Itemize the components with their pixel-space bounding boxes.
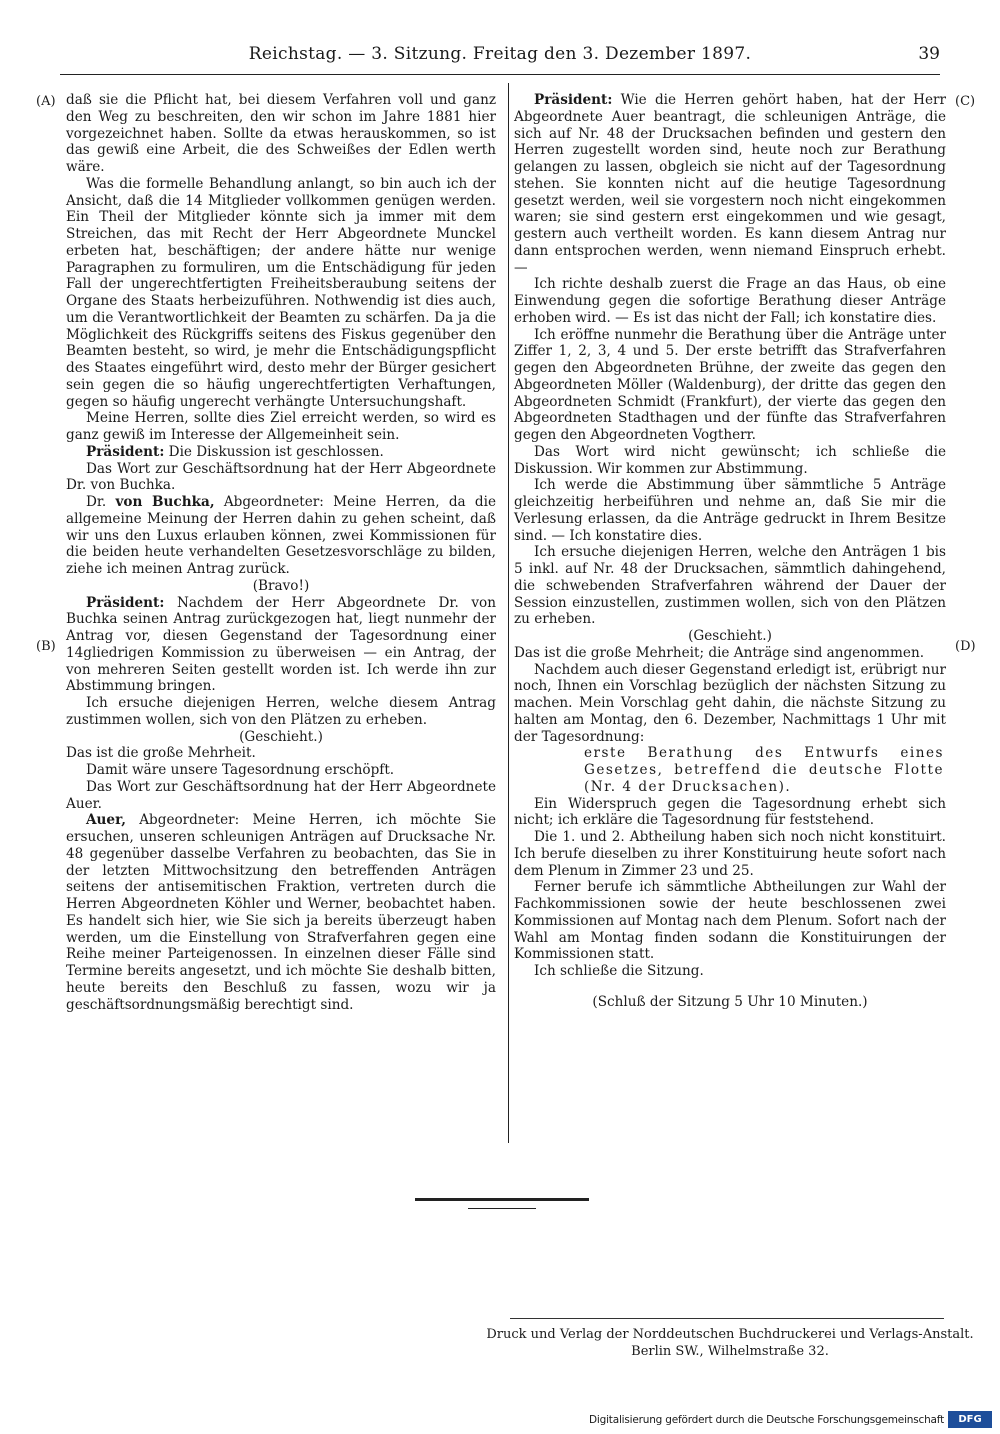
interjection: (Bravo!) — [252, 577, 310, 594]
paragraph — [66, 494, 496, 578]
imprint-line-2: Berlin SW., Wilhelmstraße 32. — [631, 1344, 829, 1359]
header-rule — [60, 74, 940, 75]
speaker-name: von Buchka, — [115, 494, 215, 510]
margin-mark-b: (B) — [36, 639, 56, 654]
right-column — [514, 92, 946, 1011]
column-divider — [508, 83, 509, 1143]
speech-text: Abgeordneter: Meine Herren, da die allgemeine Meinung der Herren dahin zu gehen scheint, daß wir uns den Luxus erlauben können, zwei Kommissionen für die beiden heute verhandelten Gesetzesvorschläge zu bilden, ziehe ich meinen Antrag zurück. — [66, 494, 497, 577]
page-header — [60, 44, 940, 74]
interjection: (Geschieht.) — [688, 628, 772, 644]
paragraph — [66, 812, 496, 1013]
agenda-item: erste Berathung des Entwurfs eines Gesetzes, betreffend die deutsche Flotte (Nr. 4 der Drucksachen). — [584, 745, 944, 795]
speech-text: Die Diskussion ist geschlossen. — [164, 443, 384, 460]
dfg-logo-icon: DFG — [948, 1411, 992, 1428]
paragraph: Ich eröffne nunmehr die Berathung über die Anträge unter Ziffer 1, 2, 3, 4 und 5. Der erste betrifft das Strafverfahren gegen den Abgeordneten Brühne, der zweite das gegen den Abgeordneten Möller (Waldenburg), der dritte das gegen den Abgeordneten Schmidt (Frankfurt), der vierte das gegen den Abgeordneten Stadthagen und der fünfte das Strafverfahren gegen den Abgeordneten Vogtherr. — [514, 326, 946, 443]
paragraph: Das Wort zur Geschäftsordnung hat der Herr Abgeordnete Auer. — [66, 778, 496, 812]
paragraph: Damit wäre unsere Tagesordnung erschöpft. — [86, 762, 395, 778]
interjection: (Geschieht.) — [239, 728, 323, 745]
left-column — [66, 92, 496, 1013]
margin-mark-c: (C) — [955, 94, 976, 109]
speaker-title: Dr. — [86, 494, 116, 510]
margin-mark-d: (D) — [955, 639, 976, 654]
paragraph: Was die formelle Behandlung anlangt, so bin auch ich der Ansicht, daß die 14 Mitglieder vollkommen genügen werden. Ein Theil der Mitglieder könnte sich ja immer mit dem Streichen, das mit Recht der Herr Abgeordnete Munckel erbeten hat, beschäftigen; der andere hätte nur wenige Paragraphen zu formuliren, um die Entschädigung für jeden Fall der ungerechtfertigten Freiheitsberaubung seitens der Organe des Staats herbeizuführen. Nothwendig ist dies auch, um die Verantwortlichkeit der Beamten zu schärfen. Da ja die Möglichkeit des Rückgriffs seitens des Fiskus gegenüber den Beamten besteht, so wird, je mehr die Entschädigungspflicht des Staates eingeführt wird, desto mehr der Bürger gesichert sein gegen die so häufig ungerechtfertigten Verhaftungen, gegen so häufig ungerecht verhängte Untersuchungshaft. — [66, 175, 496, 410]
speech-text: Nachdem der Herr Abgeordnete Dr. von Buchka seinen Antrag zurückgezogen hat, liegt nunmehr der Antrag vor, diesen Gegenstand der Tagesordnung einer 14gliedrigen Kommission zu überweisen — ein Antrag, der von mehreren Seiten gestellt worden ist. Ich werde ihn zur Abstimmung bringen. — [66, 594, 496, 695]
paragraph: Das ist die große Mehrheit. — [66, 745, 256, 762]
speaker-name: Präsident: — [86, 443, 165, 460]
imprint — [470, 1326, 990, 1360]
paragraph: Ein Widerspruch gegen die Tagesordnung erhebt sich nicht; ich erkläre die Tagesordnung für feststehend. — [514, 795, 946, 829]
paragraph: Das Wort zur Geschäftsordnung hat der Herr Abgeordnete Dr. von Buchka. — [66, 460, 496, 494]
paragraph: Das ist die große Mehrheit; die Anträge sind angenommen. — [514, 644, 925, 661]
margin-mark-a: (A) — [36, 94, 56, 109]
page-number: 39 — [918, 44, 940, 64]
speaker-name: Präsident: — [86, 594, 165, 611]
imprint-line-1: Druck und Verlag der Norddeutschen Buchdruckerei und Verlags-Anstalt. — [486, 1327, 974, 1342]
end-rule — [415, 1198, 589, 1201]
speech-text: Wie die Herren gehört haben, hat der Herr Abgeordnete Auer beantragt, die schleunigen Anträge, die sich auf Nr. 48 der Drucksachen befinden und gestern den Herren zugestellt worden sind, heute noch zur Berathung gelangen zu lassen, obgleich sie nicht auf der Tagesordnung stehen. Sie konnten nicht auf die heutige Tagesordnung gesetzt werden, weil sie vorgestern noch nicht eingekommen waren; sie sind gestern erst eingekommen und wie gesagt, gestern auch vertheilt worden. Es kann diesem Antrag nur dann entsprochen werden, wenn niemand Einspruch erhebt. — — [514, 92, 946, 276]
digitization-credit: Digitalisierung gefördert durch die Deutsche Forschungsgemeinschaft — [589, 1414, 944, 1426]
end-rule-short — [468, 1208, 536, 1209]
speaker-name: Auer, — [86, 812, 126, 829]
paragraph — [66, 595, 496, 696]
paragraph: Ich schließe die Sitzung. — [534, 963, 704, 979]
header-title: Reichstag. — 3. Sitzung. Freitag den 3. Dezember 1897. — [248, 44, 752, 64]
paragraph: Ich richte deshalb zuerst die Frage an das Haus, ob eine Einwendung gegen die sofortige Berathung dieser Anträge erhoben wird. — Es ist das nicht der Fall; ich konstatire dies. — [514, 276, 946, 326]
paragraph: Ich werde die Abstimmung über sämmtliche 5 Anträge gleichzeitig herbeiführen und nehme an, daß Sie mir die Verlesung erlassen, da die Anträge gedruckt in Ihrem Besitze sind. — Ich konstatire dies. — [514, 477, 946, 544]
paragraph — [514, 92, 946, 276]
paragraph — [66, 444, 496, 461]
speaker-name: Präsident: — [534, 92, 613, 108]
paragraph: Meine Herren, sollte dies Ziel erreicht werden, so wird es ganz gewiß im Interesse der Allgemeinheit sein. — [66, 410, 496, 443]
paragraph: Ich ersuche diejenigen Herren, welche den Anträgen 1 bis 5 inkl. auf Nr. 48 der Drucksachen, sämmtlich dahingehend, die schwebenden Strafverfahren während der Dauer der Session einzustellen, zustimmen wollen, sich von den Plätzen zu erheben. — [514, 544, 946, 628]
paragraph: Das Wort wird nicht gewünscht; ich schließe die Diskussion. Wir kommen zur Abstimmung. — [514, 443, 946, 477]
paragraph: daß sie die Pflicht hat, bei diesem Verfahren voll und ganz den Weg zu beschreiten, den wir schon im Jahre 1881 hier vorgezeichnet haben. Sollte da etwas herauskommen, so ist das gewiß eine Arbeit, die des Schweißes der Edlen werth wäre. — [66, 92, 496, 175]
paragraph: Ich ersuche diejenigen Herren, welche diesem Antrag zustimmen wollen, sich von den Plätzen zu erheben. — [66, 695, 496, 728]
speech-text: Abgeordneter: Meine Herren, ich möchte Sie ersuchen, unseren schleunigen Anträgen auf Drucksache Nr. 48 gegenüber dasselbe Verfahren zu beobachten, das Sie in der letzten Mittwochsitzung den betreffenden Anträgen seitens der antisemitischen Fraktion, vertreten durch die Herren Abgeordneten Köhler und Werner, beobachtet haben. Es handelt sich hier, wie Sie sich ja bereits überzeugt haben werden, um die Einstellung von Strafverfahren gegen eine Reihe meiner Parteigenossen. In einzelnen dieser Fälle sind Termine bereits angesetzt, und ich möchte Sie deshalb bitten, heute bereits den Beschluß zu fassen, wozu wir ja geschäftsordnungsmäßig berechtigt sind. — [66, 812, 496, 1013]
paragraph: Ferner berufe ich sämmtliche Abtheilungen zur Wahl der Fachkommissionen sowie der heute beschlossenen zwei Kommissionen auf Montag nach dem Plenum. Sofort nach der Wahl am Montag finden sodann die Konstituirungen der Kommissionen statt. — [514, 879, 946, 963]
footer-rule — [510, 1318, 944, 1319]
paragraph: Die 1. und 2. Abtheilung haben sich noch nicht konstituirt. Ich berufe dieselben zu ihrer Konstituirung heute sofort nach dem Plenum in Zimmer 23 und 25. — [514, 829, 946, 879]
session-end-note: (Schluß der Sitzung 5 Uhr 10 Minuten.) — [592, 993, 868, 1010]
paragraph: Nachdem auch dieser Gegenstand erledigt ist, erübrigt nur noch, Ihnen ein Vorschlag bezüglich der nächsten Sitzung zu machen. Mein Vorschlag geht dahin, die nächste Sitzung zu halten am Montag, den 6. Dezember, Nachmittags 1 Uhr mit der Tagesordnung: — [514, 661, 946, 745]
